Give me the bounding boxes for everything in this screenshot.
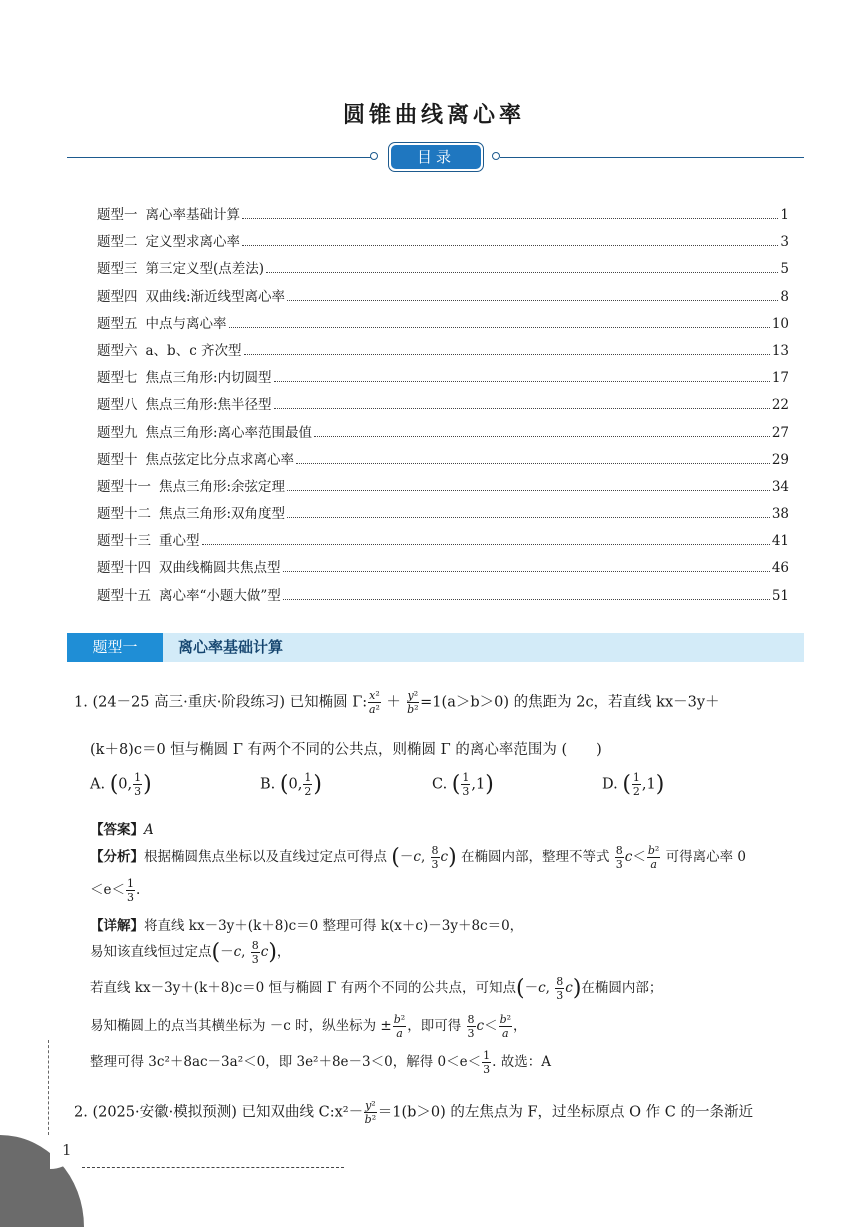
toc-entry[interactable] — [97, 529, 789, 556]
toc-entry-number: 题型五 — [97, 315, 138, 332]
toc-entry-page: 17 — [771, 370, 789, 387]
toc-leader-dots — [296, 463, 770, 464]
answer-line: 【答案】A — [90, 822, 154, 838]
toc-entry[interactable] — [97, 448, 789, 475]
toc-entry-number: 题型四 — [97, 288, 138, 305]
toc-entry-number: 题型八 — [97, 397, 138, 414]
toc-entry-page: 29 — [771, 451, 789, 468]
toc-leader-dots — [287, 517, 770, 518]
toc-leader-dots — [314, 436, 770, 437]
toc-entry-number: 题型三 — [97, 261, 138, 278]
header-line-right — [500, 157, 804, 158]
toc-entry-name: 重心型 — [159, 533, 200, 550]
toc-leader-dots — [242, 218, 778, 219]
toc-entry-name: 双曲线:渐近线型离心率 — [145, 288, 286, 305]
detail-line-1: 【详解】将直线 kx－3y＋(k＋8)c＝0 整理可得 k(x＋c)－3y＋8c＝0， — [90, 918, 524, 934]
section-label: 题型一 — [67, 633, 163, 662]
toc-entry-page: 38 — [771, 506, 789, 523]
detail-line-2: 易知该直线恒过定点(－c, $\frac{8}{3}$ c)， — [90, 939, 291, 966]
toc-entry-name: 离心率基础计算 — [145, 207, 240, 223]
toc-entry-name: 焦点三角形:焦半径型 — [145, 397, 272, 414]
toc-entry-name: a、b、c 齐次型 — [145, 342, 242, 359]
toc-entry-name: 焦点三角形:离心率范围最值 — [145, 424, 313, 441]
footer-dashed-line — [82, 1167, 344, 1168]
toc-entry-number: 题型九 — [97, 424, 138, 441]
toc-entry[interactable] — [97, 285, 789, 312]
detail-line-5: 整理可得 3c²＋8ac－3a²＜0，即 3e²＋8e－3＜0，解得 0＜e＜ $\frac{1}{3}$ . 故选：A — [90, 1049, 551, 1076]
toc-entry-number: 题型十三 — [97, 533, 151, 550]
toc-entry[interactable] — [97, 502, 789, 529]
toc-entry-number: 题型一 — [97, 207, 138, 223]
choice-d[interactable]: D. ( $\frac{1}{2}$ ,1) — [602, 771, 665, 798]
toc-entry-page: 22 — [771, 397, 789, 414]
section-title: 离心率基础计算 — [178, 638, 284, 656]
analysis-line-1: 【分析】根据椭圆焦点坐标以及直线过定点可得点 (－c, $\frac{8}{3}$ c) 在椭圆内部，整理不等式 $\frac{8}{3}$ c＜ $\frac{\text{b²}}{a}$ 可得离心率 0 — [90, 844, 747, 871]
toc-entry[interactable] — [97, 203, 789, 230]
toc-entry-name: 离心率“小题大做”型 — [159, 587, 281, 604]
toc-entry-number: 题型十一 — [97, 478, 151, 495]
toc-entry-number: 题型十 — [97, 451, 138, 468]
toc-entry-number: 题型十四 — [97, 560, 151, 577]
header-ring-right — [492, 152, 500, 160]
header-line-left — [67, 157, 372, 158]
toc-entry-name: 焦点三角形:双角度型 — [159, 506, 286, 523]
toc-entry-name: 双曲线椭圆共焦点型 — [159, 560, 281, 577]
question-2-line-1: 2. (2025·安徽·模拟预测) 已知双曲线 C:x²－ $\frac{\text{y²}}{\text{b²}}$ ＝1(b＞0) 的左焦点为 F，过坐标原点 O 作 C 的一条渐近 — [74, 1099, 753, 1126]
toc-entry-number: 题型二 — [97, 234, 138, 251]
toc-entry[interactable] — [97, 475, 789, 502]
toc-entry-page: 34 — [771, 478, 789, 495]
toc-entry-page: 10 — [771, 315, 789, 332]
toc-entry[interactable] — [97, 257, 789, 284]
toc-entry-page: 13 — [771, 342, 789, 359]
question-1-line-2: (k＋8)c＝0 恒与椭圆 Γ 有两个不同的公共点，则椭圆 Γ 的离心率范围为 ( ) — [90, 742, 602, 758]
detail-line-4: 易知椭圆上的点当其横坐标为 －c 时，纵坐标为 ± $\frac{\text{b²}}{a}$ ，即可得 $\frac{8}{3}$ c＜ $\frac{\text{b²}}{a}$ ， — [90, 1013, 527, 1040]
toc-entry-name: 焦点三角形:内切圆型 — [145, 370, 272, 387]
toc-entry-page: 41 — [771, 533, 789, 550]
toc-leader-dots — [274, 381, 770, 382]
toc-entry-name: 焦点三角形:余弦定理 — [159, 478, 286, 495]
toc-entry[interactable] — [97, 556, 789, 583]
toc-entry-number: 题型十五 — [97, 587, 151, 604]
document-title: 圆锥曲线离心率 — [342, 102, 525, 128]
toc-entry-page: 51 — [771, 587, 789, 604]
toc-badge — [388, 142, 484, 172]
toc-leader-dots — [274, 408, 770, 409]
toc-entry-page: 1 — [780, 207, 789, 223]
toc-entry[interactable] — [97, 421, 789, 448]
header-ring-left — [370, 152, 378, 160]
toc-leader-dots — [283, 599, 770, 600]
toc-entry-page: 3 — [780, 234, 789, 251]
toc-leader-dots — [242, 245, 778, 246]
margin-dashed-line — [48, 1040, 49, 1135]
choice-b[interactable]: B. (0, $\frac{1}{2}$ ) — [260, 771, 322, 798]
toc-leader-dots — [229, 327, 770, 328]
toc-leader-dots — [266, 272, 778, 273]
toc-entry-number: 题型十二 — [97, 506, 151, 523]
toc-leader-dots — [202, 544, 770, 545]
toc-entry[interactable] — [97, 366, 789, 393]
question-1-line-1: 1. (24－25 高三·重庆·阶段练习) 已知椭圆 Γ: $\frac{\text{x²}}{\text{a²}}$ ＋ $\frac{\text{y²}}{\text{b²}}$ =1(a＞b＞0) 的焦距为 2c，若直线 kx－3y＋ — [74, 689, 720, 716]
toc-leader-dots — [283, 571, 770, 572]
toc-entry-page: 5 — [780, 261, 789, 278]
toc-leader-dots — [244, 354, 770, 355]
toc-entry[interactable] — [97, 584, 789, 611]
choice-c[interactable]: C. ( $\frac{1}{3}$ ,1) — [432, 771, 494, 798]
toc-entry[interactable] — [97, 339, 789, 366]
detail-line-3: 若直线 kx－3y＋(k＋8)c＝0 恒与椭圆 Γ 有两个不同的公共点，可知点(－c, $\frac{8}{3}$ c)在椭圆内部； — [90, 975, 663, 1002]
table-of-contents — [97, 203, 789, 611]
toc-entry-page: 27 — [771, 424, 789, 441]
toc-entry-name: 焦点弦定比分点求离心率 — [145, 451, 294, 468]
toc-entry[interactable] — [97, 230, 789, 257]
toc-entry-number: 题型六 — [97, 342, 138, 359]
page-number: 1 — [62, 1141, 72, 1159]
toc-leader-dots — [287, 300, 778, 301]
toc-entry-number: 题型七 — [97, 370, 138, 387]
toc-entry-name: 定义型求离心率 — [145, 234, 240, 251]
toc-entry[interactable] — [97, 312, 789, 339]
toc-entry-name: 第三定义型(点差法) — [145, 261, 265, 278]
toc-entry-page: 8 — [780, 288, 789, 305]
toc-label: 目录 — [391, 145, 481, 169]
toc-leader-dots — [287, 490, 770, 491]
toc-entry-name: 中点与离心率 — [145, 315, 227, 332]
choice-a[interactable]: A. (0, $\frac{1}{3}$ ) — [90, 771, 152, 798]
analysis-line-2: ＜e＜ $\frac{1}{3}$ . — [90, 877, 141, 904]
toc-entry[interactable] — [97, 393, 789, 420]
toc-entry-page: 46 — [771, 560, 789, 577]
